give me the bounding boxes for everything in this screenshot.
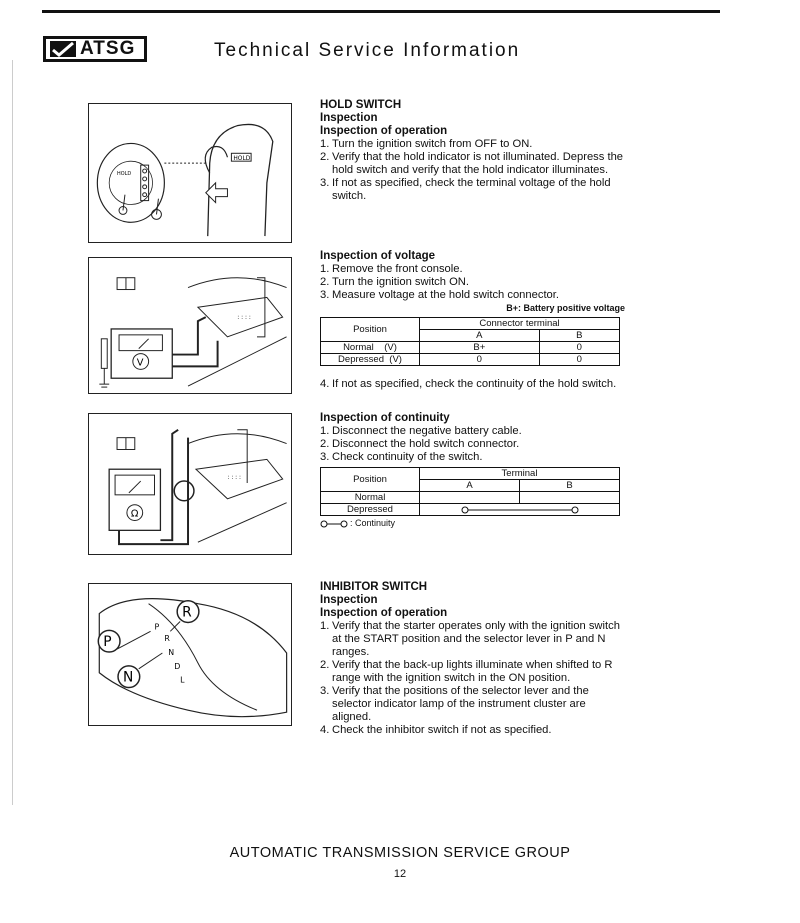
list-item: 3. Measure voltage at the hold switch connector. (320, 289, 559, 301)
voltmeter-illustration (89, 258, 291, 393)
list-item: 2. Disconnect the hold switch connector. (320, 438, 520, 450)
subheading: Inspection of operation (320, 607, 448, 619)
table-header: Connector terminal (420, 318, 620, 330)
voltage-section (320, 250, 625, 391)
continuity-legend: : Continuity (320, 517, 625, 530)
table-header: Terminal (420, 468, 620, 480)
list-item: 1. Turn the ignition switch from OFF to ON. (320, 138, 533, 150)
list-item: 2. Turn the ignition switch ON. (320, 276, 469, 288)
park-label: P (103, 634, 112, 651)
top-rule (42, 10, 720, 13)
figure-voltage-measure (88, 257, 292, 394)
reverse-label: R (182, 604, 192, 621)
page-title: Technical Service Information (214, 40, 521, 61)
section-heading: HOLD SWITCH (320, 99, 402, 111)
left-margin-rule (12, 60, 13, 805)
table-row: Depressed (321, 504, 620, 516)
hold-switch-section (320, 99, 625, 203)
svg-text:: : : :: : : : : (237, 315, 251, 322)
section-heading: Inspection of continuity (320, 412, 450, 424)
voltage-table (320, 317, 620, 366)
figure-hold-switch (88, 103, 292, 243)
ohmmeter-illustration (89, 414, 291, 554)
hold-button-label: HOLD (233, 156, 251, 163)
footer-org: AUTOMATIC TRANSMISSION SERVICE GROUP (229, 845, 571, 861)
table-row: Normal (321, 492, 620, 504)
svg-text:R: R (164, 634, 170, 644)
hold-switch-illustration (89, 104, 291, 242)
svg-text:HOLD: HOLD (117, 170, 132, 177)
list-item: 3. If not as specified, check the terminal voltage of the hold switch. (320, 177, 611, 202)
section-heading: Inspection of voltage (320, 250, 436, 262)
continuity-table (320, 467, 620, 516)
table-row: Depressed (V) 0 0 (321, 354, 620, 366)
svg-text:Ω: Ω (130, 508, 139, 520)
list-item: 1. Remove the front console. (320, 263, 463, 275)
list-item: 1. Disconnect the negative battery cable. (320, 425, 522, 437)
table-header: Position (321, 468, 420, 492)
svg-text:V: V (136, 357, 144, 369)
list-item: 4. Check the inhibitor switch if not as specified. (320, 724, 552, 736)
table-row: Normal (V) B+ 0 (321, 342, 620, 354)
page-number: 12 (393, 868, 407, 880)
list-item: 3. Verify that the positions of the selector lever and the selector indicator lamp of the instrument cluster are aligned. (320, 685, 589, 723)
table-header: B (520, 480, 620, 492)
neutral-label: N (122, 669, 134, 686)
shift-gate-illustration (89, 584, 291, 725)
figure-inhibitor-switch (88, 583, 292, 726)
list-item: 4. If not as specified, check the continuity of the hold switch. (320, 378, 617, 390)
svg-text:: : : :: : : : : (227, 475, 242, 482)
list-item: 2. Verify that the hold indicator is not illuminated. Depress the hold switch and verify that the hold indicator illuminates. (320, 151, 624, 176)
continuity-section (320, 412, 625, 530)
subheading: Inspection of operation (320, 125, 448, 137)
inhibitor-section (320, 581, 625, 737)
svg-text:D: D (174, 661, 181, 671)
table-header: Position (321, 318, 420, 342)
logo-text: ATSG (80, 38, 136, 59)
subheading: Inspection (320, 594, 378, 606)
svg-text:N: N (168, 647, 175, 657)
list-item: 1. Verify that the starter operates only with the ignition switch at the START position and the selector lever in P and N ranges. (320, 620, 620, 658)
figure-continuity-measure (88, 413, 292, 555)
atsg-logo (43, 36, 147, 62)
table-header: B (539, 330, 619, 342)
continuity-symbol-icon (460, 505, 580, 515)
svg-text:L: L (180, 675, 185, 685)
table-header: A (420, 480, 520, 492)
list-item: 3. Check continuity of the switch. (320, 451, 483, 463)
list-item: 2. Verify that the back-up lights illuminate when shifted to R range with the ignition switch in the ON position. (320, 659, 613, 684)
section-heading: INHIBITOR SWITCH (320, 581, 428, 593)
subheading: Inspection (320, 112, 378, 124)
checkmark-icon (50, 41, 76, 57)
battery-note: B+: Battery positive voltage (506, 303, 625, 313)
continuity-symbol-icon (320, 520, 348, 528)
table-header: A (420, 330, 540, 342)
svg-text:P: P (154, 622, 160, 632)
